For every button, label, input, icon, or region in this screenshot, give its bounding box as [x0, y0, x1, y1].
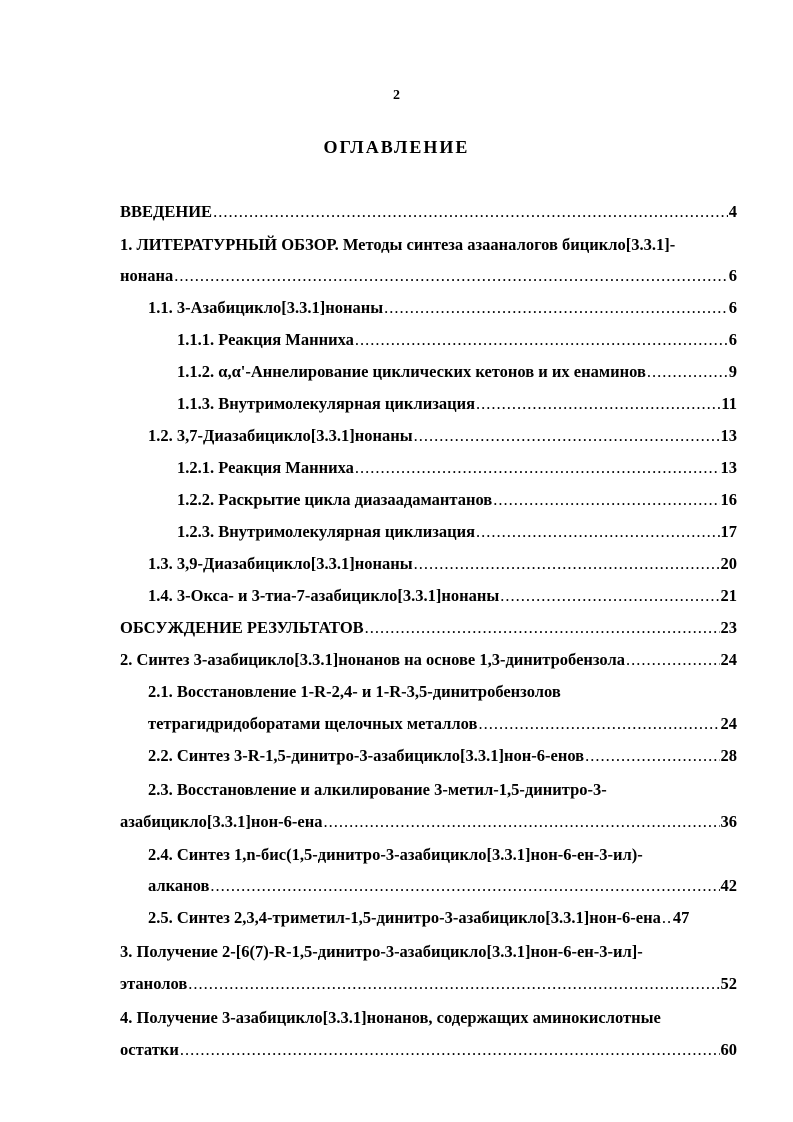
toc-entry-literature-review-cont[interactable]: [120, 266, 737, 290]
toc-entry-label: этанолов: [120, 974, 188, 993]
toc-entry-label: тетрагидридоборатами щелочных металлов: [148, 714, 478, 733]
toc-entry-3[interactable]: 3. Получение 2-[6(7)-R-1,5-динитро-3-азабицикло[3.3.1]нон-6-ен-3-ил]-: [120, 942, 643, 961]
toc-entry-label: 1.3. 3,9-Диазабицикло[3.3.1]нонаны: [148, 554, 413, 573]
toc-entry-1-2-2[interactable]: [177, 490, 737, 514]
toc-entry-2-3-cont[interactable]: [120, 812, 737, 836]
toc-entry-page: 20: [720, 554, 737, 573]
toc-entry-page: 52: [720, 974, 737, 993]
toc-entry-page: 13: [720, 458, 737, 477]
toc-entry-2-3[interactable]: 2.3. Восстановление и алкилирование 3-метил-1,5-динитро-3-: [148, 780, 607, 799]
toc-entry-page: 21: [720, 586, 737, 605]
toc-entry-label: 2.5. Синтез 2,3,4-триметил-1,5-динитро-3-азабицикло[3.3.1]нон-6-ена: [148, 908, 661, 927]
toc-entry-page: 17: [720, 522, 737, 541]
toc-entry-page: 9: [728, 362, 737, 381]
toc-entry-page: 6: [728, 330, 737, 349]
toc-entry-1-1[interactable]: [148, 298, 737, 322]
toc-entry-page: 36: [720, 812, 737, 831]
toc-entry-label: ВВЕДЕНИЕ: [120, 202, 213, 221]
toc-entry-2-5[interactable]: [148, 908, 737, 932]
toc-entry-page: 42: [720, 876, 737, 895]
toc-entry-label: 1.4. 3-Окса- и 3-тиа-7-азабицикло[3.3.1]нонаны: [148, 586, 500, 605]
toc-entry-label: 2. Синтез 3-азабицикло[3.3.1]нонанов на основе 1,3-динитробензола: [120, 650, 625, 669]
toc-entry-2-1[interactable]: 2.1. Восстановление 1-R-2,4- и 1-R-3,5-динитробензолов: [148, 682, 561, 701]
toc-entry-page: 28: [720, 746, 737, 765]
toc-entry-2-4[interactable]: 2.4. Синтез 1,n-бис(1,5-динитро-3-азабицикло[3.3.1]нон-6-ен-3-ил)-: [148, 845, 643, 864]
toc-entry-page: 6: [728, 266, 737, 285]
toc-entry-label: остатки: [120, 1040, 179, 1059]
toc-entry-label: 1.2. 3,7-Диазабицикло[3.3.1]нонаны: [148, 426, 413, 445]
toc-entry-1-1-2[interactable]: [177, 362, 737, 386]
toc-entry-1-2-3[interactable]: [177, 522, 737, 546]
toc-entry-page: 13: [720, 426, 737, 445]
toc-entry-page: 24: [720, 650, 737, 669]
toc-entry-1-2[interactable]: [148, 426, 737, 450]
toc-entry-page: 16: [720, 490, 737, 509]
toc-entry-2-2[interactable]: [148, 746, 737, 770]
toc-entry-label: 1.2.3. Внутримолекулярная циклизация: [177, 522, 476, 541]
toc-entry-2[interactable]: [120, 650, 737, 674]
toc-entry-discussion[interactable]: [120, 618, 737, 642]
toc-entry-1-3[interactable]: [148, 554, 737, 578]
toc-entry-introduction[interactable]: [120, 202, 737, 226]
page-number: 2: [393, 88, 400, 103]
toc-entry-4-cont[interactable]: [120, 1040, 737, 1064]
toc-entry-label: 1.2.1. Реакция Манниха: [177, 458, 354, 477]
toc-entry-1-4[interactable]: [148, 586, 737, 610]
toc-entry-page: 60: [720, 1040, 737, 1059]
toc-entry-3-cont[interactable]: [120, 974, 737, 998]
toc-entry-label: 1.1.1. Реакция Манниха: [177, 330, 354, 349]
toc-entry-label: 1.1. 3-Азабицикло[3.3.1]нонаны: [148, 298, 384, 317]
toc-entry-page: 4: [728, 202, 737, 221]
toc-entry-label: азабицикло[3.3.1]нон-6-ена: [120, 812, 323, 831]
toc-entry-label: алканов: [148, 876, 210, 895]
toc-entry-label: 2.2. Синтез 3-R-1,5-динитро-3-азабицикло[3.3.1]нон-6-енов: [148, 746, 585, 765]
toc-entry-page: 6: [728, 298, 737, 317]
page-title: ОГЛАВЛЕНИЕ: [323, 137, 470, 157]
toc-entry-1-1-1[interactable]: [177, 330, 737, 354]
toc-entry-label: нонана: [120, 266, 174, 285]
toc-entry-label: ОБСУЖДЕНИЕ РЕЗУЛЬТАТОВ: [120, 618, 364, 637]
toc-entry-page: 47: [672, 908, 690, 927]
toc-entry-label: 1.1.3. Внутримолекулярная циклизация: [177, 394, 476, 413]
toc-entry-page: 23: [720, 618, 737, 637]
toc-entry-2-4-cont[interactable]: [148, 876, 737, 900]
toc-entry-4[interactable]: 4. Получение 3-азабицикло[3.3.1]нонанов, содержащих аминокислотные: [120, 1008, 661, 1027]
toc-entry-page: 11: [721, 394, 737, 413]
toc-entry-literature-review[interactable]: 1. ЛИТЕРАТУРНЫЙ ОБЗОР. Методы синтеза азааналогов бицикло[3.3.1]-: [120, 235, 676, 254]
toc-entry-1-2-1[interactable]: [177, 458, 737, 482]
toc-entry-2-1-cont[interactable]: [148, 714, 737, 738]
toc-entry-1-1-3[interactable]: [177, 394, 737, 418]
toc-entry-label: 1.1.2. α,α'-Аннелирование циклических кетонов и их енаминов: [177, 362, 646, 381]
toc-entry-label: 1.2.2. Раскрытие цикла диазаадамантанов: [177, 490, 493, 509]
toc-entry-page: 24: [720, 714, 737, 733]
